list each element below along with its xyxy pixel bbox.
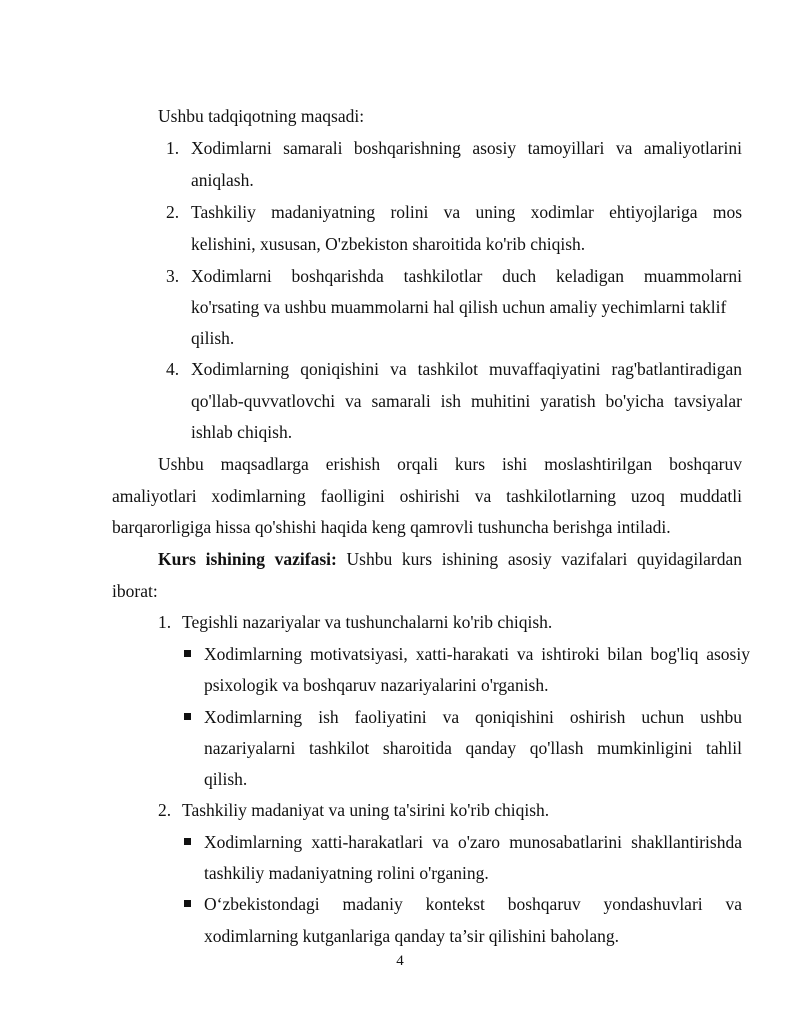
tasks-heading-line: [158, 548, 742, 570]
task-item-line: Xodimlarning xatti-harakatlari va o'zaro munosabatlarini shakllantirishda: [204, 832, 742, 852]
paragraph-line: Ushbu maqsadlarga erishish orqali kurs ishi moslashtirilgan boshqaruv: [158, 454, 742, 474]
tasks-intro-text: Ushbu kurs ishining asosiy vazifalari quyidagilardan: [346, 549, 742, 569]
goal-number: 2.: [166, 202, 180, 222]
task-item-line: O‘zbekistondagi madaniy kontekst boshqaruv yondashuvlari va: [204, 894, 742, 914]
goal-text-line: Tashkiliy madaniyatning rolini va uning xodimlar ehtiyojlariga mos: [191, 202, 742, 222]
bullet-icon: [184, 650, 191, 657]
goals-intro: Ushbu tadqiqotning maqsadi:: [158, 106, 365, 126]
task-title: Tashkiliy madaniyat va uning ta'sirini ko'rib chiqish.: [182, 800, 550, 820]
task-item-line: qilish.: [204, 769, 248, 789]
goal-number: 1.: [166, 138, 180, 158]
task-item-line: xodimlarning kutganlariga qanday ta’sir qilishini baholang.: [204, 926, 620, 946]
task-item-line: tashkiliy madaniyatning rolini o'rganing.: [204, 863, 489, 883]
goal-number: 4.: [166, 359, 180, 379]
goal-text-line: qo'llab-quvvatlovchi va samarali ish muhitini yaratish bo'yicha tavsiyalar: [191, 391, 742, 411]
paragraph-line: amaliyotlari xodimlarning faolligini oshirishi va tashkilotlarning uzoq muddatli: [112, 486, 742, 506]
task-item-line: psixologik va boshqaruv nazariyalarini o'rganish.: [204, 675, 549, 695]
task-item-line: Xodimlarning ish faoliyatini va qoniqishini oshirish uchun ushbu: [204, 707, 742, 727]
goal-text-line: qilish.: [191, 328, 235, 348]
goal-text-line: Xodimlarni samarali boshqarishning asosiy tamoyillari va amaliyotlarini: [191, 138, 742, 158]
goal-text-line: kelishini, xususan, O'zbekiston sharoitida ko'rib chiqish.: [191, 234, 586, 254]
task-item-line: nazariyalarni tashkilot sharoitida qanday qo'llash mumkinligini tahlil: [204, 738, 742, 758]
paragraph-line: barqarorligiga hissa qo'shishi haqida keng qamrovli tushuncha berishga intiladi.: [112, 517, 671, 537]
goal-text-line: aniqlash.: [191, 170, 254, 190]
goal-text-line: ko'rsating va ushbu muammolarni hal qilish uchun amaliy yechimlarni taklif: [191, 297, 727, 317]
bullet-icon: [184, 900, 191, 907]
goal-text-line: Xodimlarni boshqarishda tashkilotlar duch keladigan muammolarni: [191, 266, 742, 286]
goal-number: 3.: [166, 266, 180, 286]
task-item-line: Xodimlarning motivatsiyasi, xatti-harakati va ishtiroki bilan bog'liq asosiy: [204, 644, 750, 664]
tasks-heading: Kurs ishining vazifasi:: [158, 549, 337, 569]
task-title: Tegishli nazariyalar va tushunchalarni ko'rib chiqish.: [182, 612, 553, 632]
bullet-icon: [184, 838, 191, 845]
goal-text-line: Xodimlarning qoniqishini va tashkilot muvaffaqiyatini rag'batlantiradigan: [191, 359, 742, 379]
bullet-icon: [184, 713, 191, 720]
task-number: 1.: [158, 612, 172, 632]
task-number: 2.: [158, 800, 172, 820]
page-number: 4: [396, 953, 404, 969]
tasks-intro-text-line: iborat:: [112, 581, 158, 601]
goal-text-line: ishlab chiqish.: [191, 422, 293, 442]
